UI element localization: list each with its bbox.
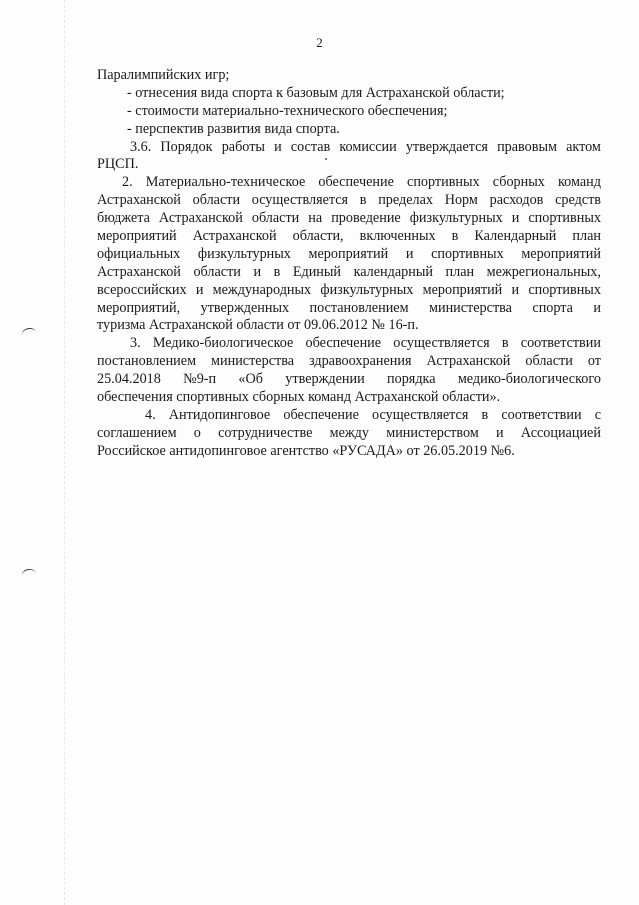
document-body: [97, 67, 601, 461]
binder-hole-mark: [21, 327, 37, 340]
criteria-bullet: - отнесения вида спорта к базовым для Астраханской области;: [127, 84, 505, 101]
item-3-line: 3. Медико-биологическое обеспечение осуществляется в соответствии: [130, 335, 601, 352]
criteria-bullet: - перспектив развития вида спорта.: [127, 120, 340, 137]
item-3-line: 25.04.2018 №9-п «Об утверждении порядка медико-биологического: [97, 371, 601, 388]
item-4-line: Российское антидопинговое агентство «РУСАДА» от 26.05.2019 №6.: [97, 442, 515, 459]
binder-hole-mark: [21, 568, 36, 581]
scan-edge-line: [64, 0, 65, 905]
item-3-line: постановлением министерства здравоохранения Астраханской области от: [97, 353, 601, 370]
page-number: 2: [316, 35, 323, 50]
item-4-line: 4. Антидопинговое обеспечение осуществляется в соответствии с: [145, 406, 601, 423]
paragraph-continuation-line: Паралимпийских игр;: [97, 67, 230, 83]
item-2-line: мероприятий, утвержденных постановлением министерства спорта и: [97, 299, 601, 316]
item-2-line: туризма Астраханской области от 09.06.2012 № 16-п.: [97, 317, 419, 334]
item-3-6-line: 3.6. Порядок работы и состав комиссии утверждается правовым актом: [130, 138, 601, 155]
item-2-line: 2. Материально-техническое обеспечение спортивных сборных команд: [122, 174, 601, 191]
item-3-line: обеспечения спортивных сборных команд Астраханской области».: [97, 389, 501, 406]
item-2-line: всероссийских и международных физкультурных мероприятий и спортивных: [97, 281, 601, 298]
criteria-bullet: - стоимости материально-технического обеспечения;: [127, 102, 448, 119]
item-2-line: мероприятий Астраханской области, включенных в Календарный план: [97, 228, 601, 245]
item-3-6-line: РЦСП.: [97, 156, 139, 173]
item-2-line: бюджета Астраханской области на проведение физкультурных и спортивных: [97, 210, 601, 227]
item-2-line: Астраханской области и в Единый календарный план межрегиональных,: [97, 263, 601, 280]
item-2-line: официальных физкультурных мероприятий и спортивных мероприятий: [97, 245, 601, 262]
item-2-line: Астраханской области осуществляется в пределах Норм расходов средств: [97, 192, 601, 209]
item-4-line: соглашением о сотрудничестве между министерством и Ассоциацией: [97, 424, 601, 441]
